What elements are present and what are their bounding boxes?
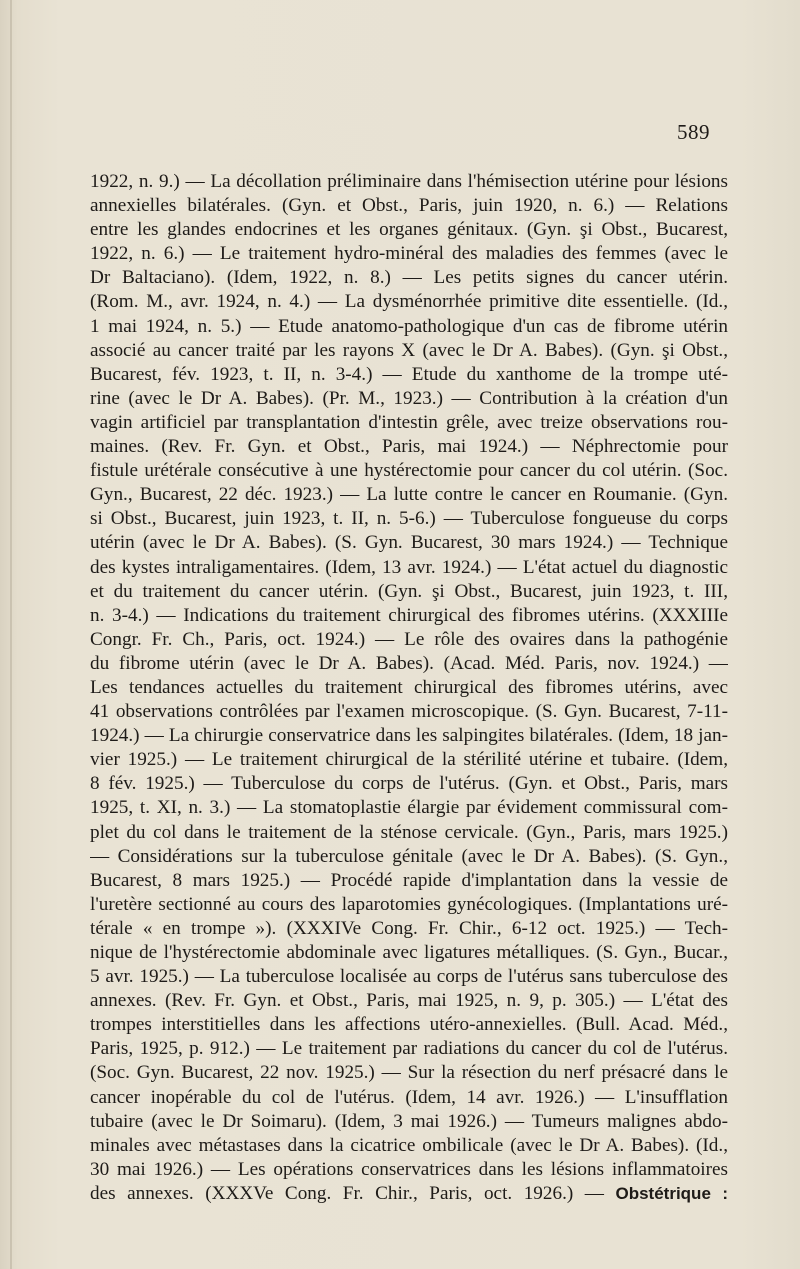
- text-line: associé au cancer traité par les rayons X (avec le Dr A. Babes). (Gyn. şi Obst.,: [90, 339, 728, 361]
- text-line: 5 avr. 1925.) — La tuberculose localisée au corps de l'utérus sans tuberculose des: [90, 966, 728, 988]
- text-line: n. 3-4.) — Indications du traitement chirurgical des fibromes utérins. (XXXIIIe: [90, 604, 728, 626]
- text-line: cancer inopérable du col de l'utérus. (Idem, 14 avr. 1926.) — L'insufflation: [90, 1086, 728, 1108]
- text-line-content: des annexes. (XXXVe Cong. Fr. Chir., Paris, oct. 1926.) —: [90, 1182, 604, 1204]
- text-line: (Soc. Gyn. Bucarest, 22 nov. 1925.) — Sur la résection du nerf présacré dans le: [90, 1062, 728, 1084]
- text-line: 1922, n. 6.) — Le traitement hydro-minéral des maladies des femmes (avec le: [90, 243, 728, 265]
- page-number: 589: [677, 120, 710, 144]
- text-line: Gyn., Bucarest, 22 déc. 1923.) — La lutte contre le cancer en Roumanie. (Gyn.: [90, 484, 728, 506]
- text-line: utérin (avec le Dr A. Babes). (S. Gyn. Bucarest, 30 mars 1924.) — Technique: [90, 532, 728, 554]
- text-line: des kystes intraligamentaires. (Idem, 13 avr. 1924.) — L'état actuel du diagnostic: [90, 556, 728, 578]
- text-line: Congr. Fr. Ch., Paris, oct. 1924.) — Le rôle des ovaires dans la pathogénie: [90, 628, 728, 650]
- bibliography-paragraph: [90, 170, 728, 1206]
- text-line: rine (avec le Dr A. Babes). (Pr. M., 1923.) — Contribution à la création d'un: [90, 387, 728, 409]
- section-heading-obstetrique: Obstétrique :: [615, 1183, 728, 1203]
- text-line: 1922, n. 9.) — La décollation préliminaire dans l'hémisection utérine pour lésions: [90, 171, 728, 192]
- text-line: 1924.) — La chirurgie conservatrice dans les salpingites bilatérales. (Idem, 18 jan-: [90, 725, 728, 747]
- text-line: et du traitement du cancer utérin. (Gyn. şi Obst., Bucarest, juin 1923, t. III,: [90, 580, 728, 602]
- text-line: vagin artificiel par transplantation d'intestin grêle, avec treize observations rou-: [90, 411, 728, 433]
- text-line: 30 mai 1926.) — Les opérations conservatrices dans les lésions inflammatoires: [90, 1158, 728, 1180]
- text-line: 41 observations contrôlées par l'examen microscopique. (S. Gyn. Bucarest, 7-11-: [90, 701, 728, 723]
- text-line: trompes interstitielles dans les affections utéro-annexielles. (Bull. Acad. Méd.,: [90, 1014, 728, 1036]
- text-line: du fibrome utérin (avec le Dr A. Babes). (Acad. Méd. Paris, nov. 1924.) —: [90, 652, 728, 674]
- text-line: entre les glandes endocrines et les organes génitaux. (Gyn. şi Obst., Bucarest,: [90, 219, 728, 241]
- text-line: annexes. (Rev. Fr. Gyn. et Obst., Paris, mai 1925, n. 9, p. 305.) — L'état des: [90, 990, 728, 1012]
- text-line: 1925, t. XI, n. 3.) — La stomatoplastie élargie par évidement commissural com-: [90, 797, 728, 819]
- text-line: fistule urétérale consécutive à une hystérectomie pour cancer du col utérin. (Soc.: [90, 460, 728, 482]
- text-line: annexielles bilatérales. (Gyn. et Obst., Paris, juin 1920, n. 6.) — Relations: [90, 195, 728, 217]
- text-line: vier 1925.) — Le traitement chirurgical de la stérilité utérine et tubaire. (Idem,: [90, 749, 728, 771]
- text-line: Bucarest, fév. 1923, t. II, n. 3-4.) — Etude du xanthome de la trompe uté-: [90, 363, 728, 385]
- text-line: 8 fév. 1925.) — Tuberculose du corps de l'utérus. (Gyn. et Obst., Paris, mars: [90, 773, 728, 795]
- text-line: (Rom. M., avr. 1924, n. 4.) — La dysménorrhée primitive dite essentielle. (Id.,: [90, 291, 728, 313]
- text-line: l'uretère sectionné au cours des laparotomies gynécologiques. (Implantations uré-: [90, 893, 728, 915]
- text-line: nique de l'hystérectomie abdominale avec ligatures métalliques. (S. Gyn., Bucar.,: [90, 942, 728, 963]
- text-line: Bucarest, 8 mars 1925.) — Procédé rapide d'implantation dans la vessie de: [90, 869, 728, 891]
- text-line: minales avec métastases dans la cicatrice ombilicale (avec le Dr A. Babes). (Id.,: [90, 1134, 728, 1156]
- text-line: tubaire (avec le Dr Soimaru). (Idem, 3 mai 1926.) — Tumeurs malignes abdo-: [90, 1110, 728, 1132]
- text-line: si Obst., Bucarest, juin 1923, t. II, n. 5-6.) — Tuberculose fongueuse du corps: [90, 508, 728, 530]
- page-gutter-shadow: [10, 0, 12, 1269]
- text-line: maines. (Rev. Fr. Gyn. et Obst., Paris, mai 1924.) — Néphrectomie pour: [90, 436, 728, 458]
- text-line: Dr Baltaciano). (Idem, 1922, n. 8.) — Les petits signes du cancer utérin.: [90, 267, 728, 289]
- text-line: — Considérations sur la tuberculose génitale (avec le Dr A. Babes). (S. Gyn.,: [90, 845, 728, 867]
- text-line: Les tendances actuelles du traitement chirurgical des fibromes utérins, avec: [90, 676, 728, 698]
- text-line: plet du col dans le traitement de la sténose cervicale. (Gyn., Paris, mars 1925.): [90, 821, 728, 843]
- text-line: 1 mai 1924, n. 5.) — Etude anatomo-pathologique d'un cas de fibrome utérin: [90, 315, 728, 337]
- text-line: Paris, 1925, p. 912.) — Le traitement par radiations du cancer du col de l'utérus.: [90, 1038, 728, 1060]
- text-line: [90, 1182, 728, 1206]
- text-line: térale « en trompe »). (XXXIVe Cong. Fr. Chir., 6-12 oct. 1925.) — Tech-: [90, 917, 728, 939]
